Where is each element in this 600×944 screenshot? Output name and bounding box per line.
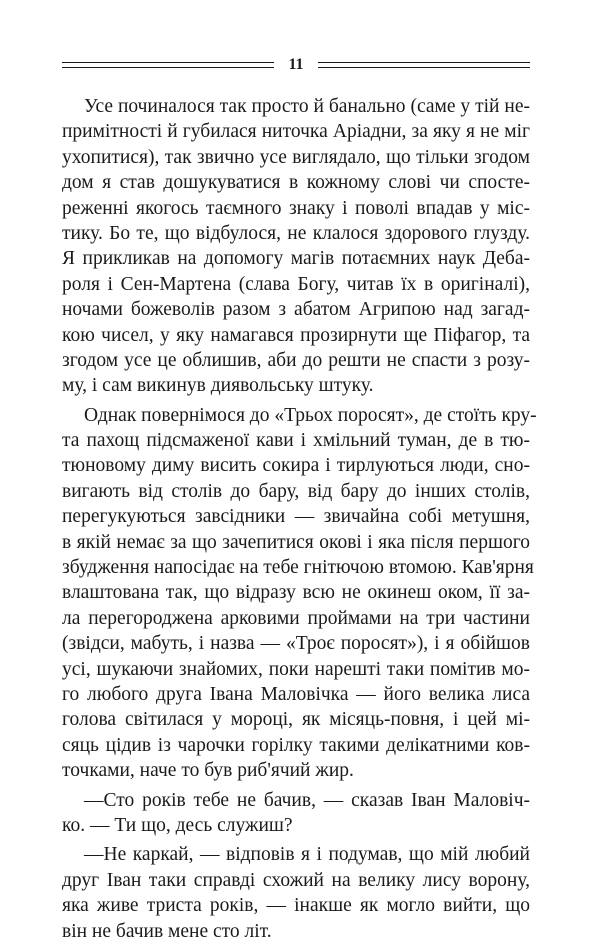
text-line: ухопитися), так звично усе виглядало, що тільки згодом: [62, 146, 530, 168]
text-line: Усе починалося так просто й банально (саме у тій не-: [84, 96, 530, 117]
text-line: реженні якогось таємного знаку і поволі впадав у міс-: [62, 197, 530, 219]
text-line: усі, шукаючи знайомих, поки нарешті таки помітив мо-: [62, 658, 530, 680]
text-line: точками, наче то був риб'ячий жир.: [62, 760, 354, 782]
paragraph: [62, 842, 530, 944]
text-line: влаштована так, що відразу всю не окинеш оком, її за-: [62, 582, 530, 604]
text-line: перегукуються завсідники — звичайна собі метушня,: [62, 506, 530, 528]
text-line: сяць цідив із чарочки горілку такими делікатними ков-: [62, 734, 530, 756]
text-line: він не бачив мене сто літ.: [62, 920, 272, 942]
text-line: примітності й губилася ниточка Аріадни, за яку я не міг: [62, 121, 530, 143]
text-line: вигають від столів до бару, від бару до інших столів,: [62, 480, 530, 502]
text-line: Однак повернімося до «Трьох поросят», де стоїть кру-: [84, 404, 537, 426]
paragraph: [62, 403, 537, 784]
text-line: тюновому диму висить сокира і тирлуються люди, сно-: [62, 455, 530, 477]
page-number: 11: [288, 56, 304, 73]
text-line: друг Іван таки справді схожий на велику лису ворону,: [62, 869, 530, 891]
text-line: ко. — Ти що, десь служиш?: [62, 814, 293, 836]
paragraph: [62, 788, 530, 839]
text-line: го любого друга Івана Маловічка — його велика лиса: [62, 683, 530, 705]
text-line: роля і Сен-Мартена (слава Богу, читав їх в оригіналі),: [62, 273, 530, 295]
paragraph: [62, 94, 530, 399]
body-text: [62, 94, 537, 944]
text-line: збудження напосідає на тебе гнітючою втомою. Кав'ярня: [62, 557, 534, 579]
text-line: му, і сам викинув диявольську штуку.: [62, 375, 374, 397]
text-line: тику. Бо те, що відбулося, не клалося здорового глузду.: [62, 222, 530, 244]
text-line: ночами божеволів разом з абатом Агрипою над загад-: [62, 299, 530, 321]
header-rule-right: [318, 62, 530, 68]
text-line: яка живе триста років, — інакше як могло вийти, що: [62, 895, 530, 917]
page-header: [62, 56, 530, 80]
text-line: Я прикликав на допомогу магів потаємних наук Деба-: [62, 248, 530, 270]
text-line: в якій немає за що зачепитися окові і яка після першого: [62, 531, 530, 553]
text-line: та пахощ підсмаженої кави і хмільний туман, де в тю-: [62, 430, 530, 452]
text-line: згодом усе це облишив, аби до решти не спасти з розу-: [62, 349, 530, 371]
text-line: кою чисел, у яку намагався прозирнути ще Піфагор, та: [62, 324, 530, 346]
text-line: (звідси, мабуть, і назва — «Троє поросят»), і я обійшов: [62, 633, 530, 655]
text-line: —Не каркай, — відповів я і подумав, що мій любий: [84, 844, 530, 866]
text-line: дом я став дошукуватися в кожному слові чи спосте-: [62, 172, 530, 194]
text-line: —Сто років тебе не бачив, — сказав Іван Маловіч-: [84, 789, 530, 811]
text-line: голова світилася у мороці, як місяць-повня, і цей мі-: [62, 709, 530, 731]
text-line: ла перегороджена арковими проймами на три частини: [62, 607, 530, 629]
